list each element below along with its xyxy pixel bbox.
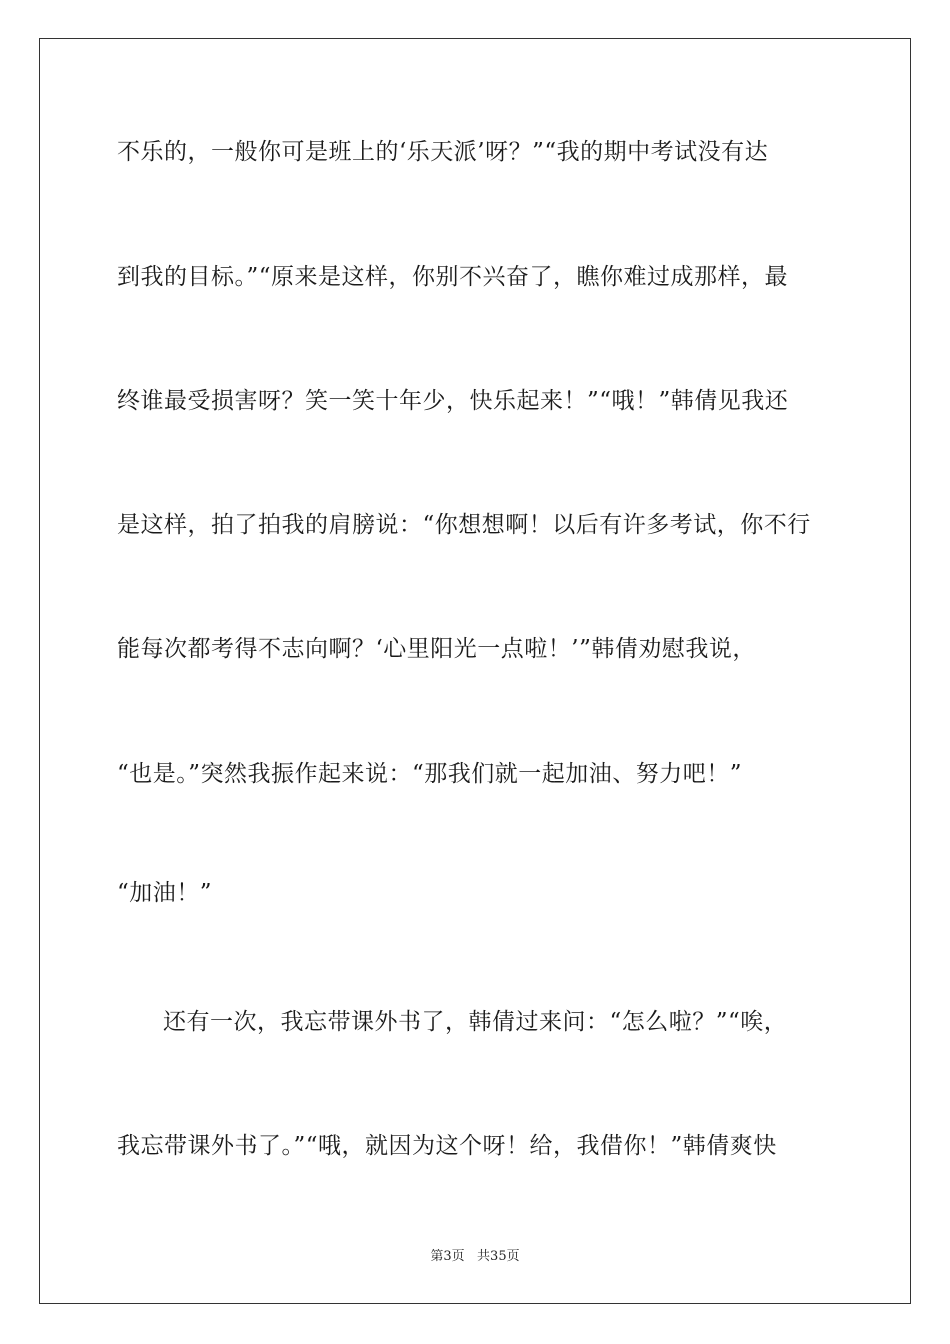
paragraph-line: 到我的目标。”“原来是这样，你别不兴奋了，瞧你难过成那样，最 bbox=[117, 264, 789, 290]
paragraph-line: 终谁最受损害呀？笑一笑十年少，快乐起来！”“哦！”韩倩见我还 bbox=[117, 388, 789, 414]
paragraph-line: 不乐的，一般你可是班上的‘乐天派’呀？”“我的期中考试没有达 bbox=[117, 139, 769, 165]
paragraph-line-indented: 还有一次，我忘带课外书了，韩倩过来问：“怎么啦？”“唉， bbox=[163, 1009, 788, 1035]
paragraph-line: “加油！” bbox=[117, 880, 213, 906]
paragraph-line: 我忘带课外书了。”“哦，就因为这个呀！给，我借你！”韩倩爽快 bbox=[117, 1133, 777, 1159]
page-number-footer: 第3页 共35页 bbox=[430, 1249, 520, 1264]
paragraph-line: 能每次都考得不志向啊？‘心里阳光一点啦！’”韩倩劝慰我说， bbox=[117, 636, 756, 662]
paragraph-line: “也是。”突然我振作起来说：“那我们就一起加油、努力吧！” bbox=[117, 761, 743, 787]
page-border bbox=[39, 38, 911, 1304]
paragraph-line: 是这样，拍了拍我的肩膀说：“你想想啊！以后有许多考试，你不行 bbox=[117, 512, 811, 538]
